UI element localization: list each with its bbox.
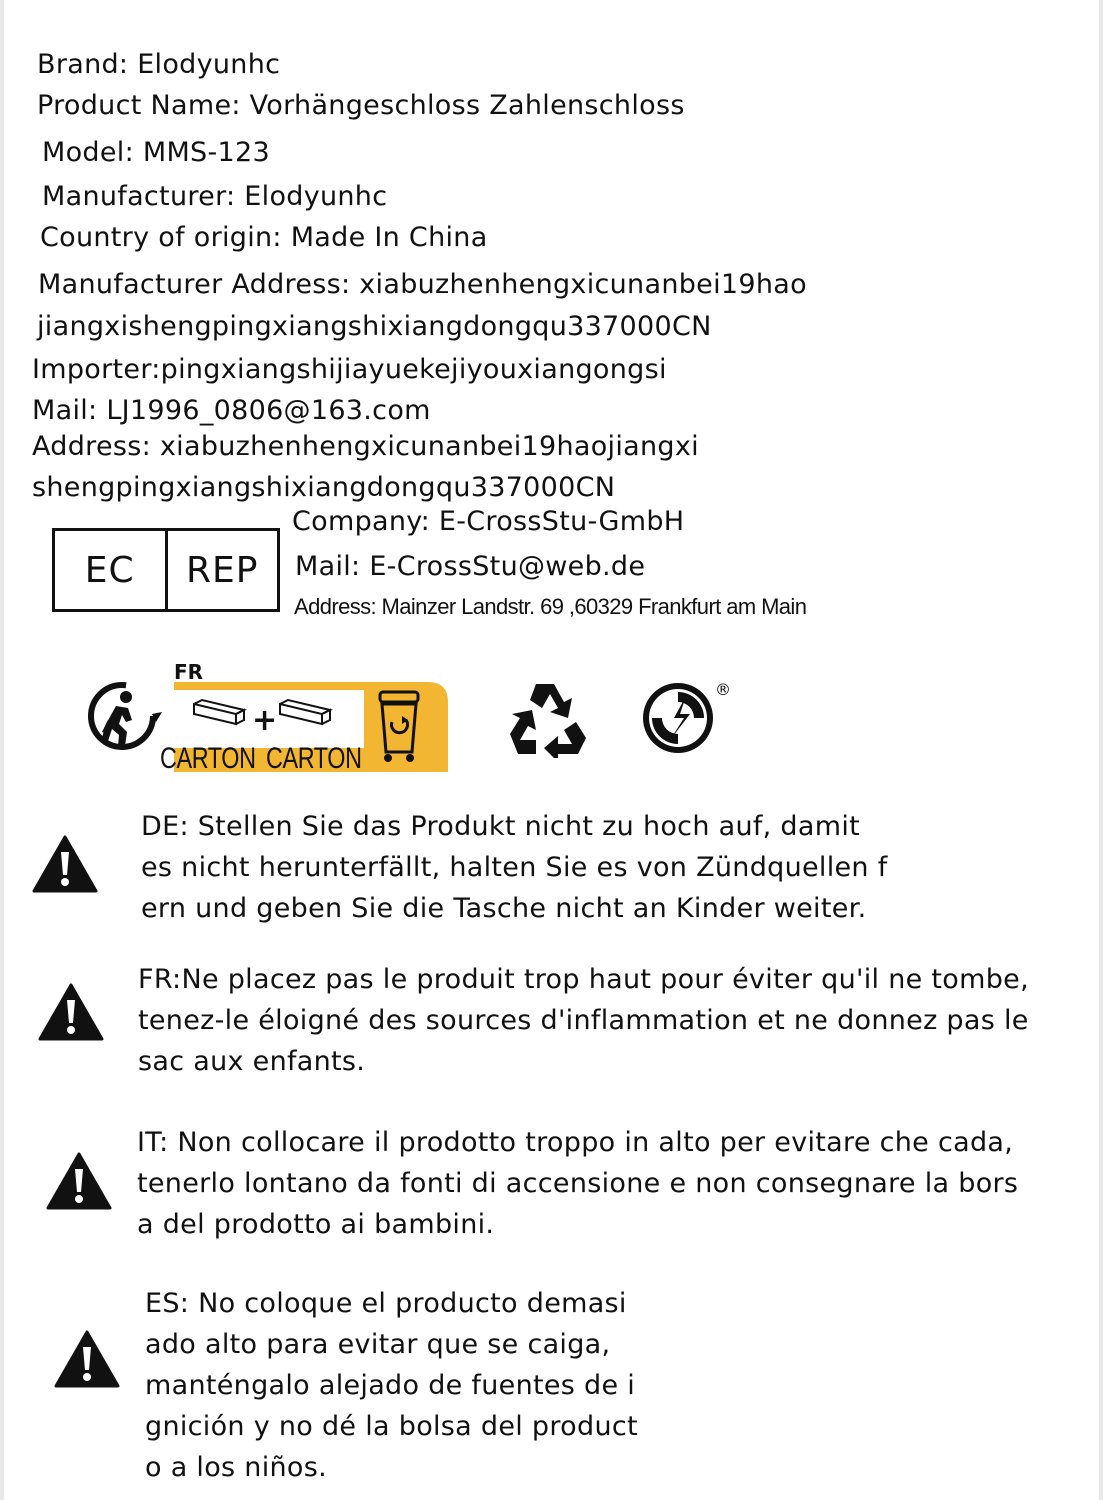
carton-label-1: CARTON	[160, 742, 256, 775]
warning-de-line: DE: Stellen Sie das Produkt nicht zu hoch auf, damit	[141, 811, 861, 842]
warning-triangle-icon	[38, 983, 104, 1041]
warning-de-line: es nicht herunterfällt, halten Sie es von Zündquellen f	[141, 852, 888, 883]
warning-triangle-icon	[32, 835, 98, 893]
brand-line: Brand: Elodyunhc	[37, 49, 281, 80]
address-line-1: Address: xiabuzhenhengxicunanbei19haojiangxi	[32, 431, 699, 462]
ec-rep-box	[52, 528, 280, 612]
ec-label: EC	[84, 549, 135, 591]
fr-label: FR	[174, 660, 204, 684]
svg-text:+: +	[252, 703, 278, 738]
green-dot-icon	[640, 680, 716, 756]
triman-icon	[86, 680, 164, 752]
mail-line: Mail: LJ1996_0806@163.com	[32, 395, 431, 426]
registered-mark: ®	[715, 680, 731, 699]
manufacturer-address-line-1: Manufacturer Address: xiabuzhenhengxicunanbei19hao	[38, 269, 807, 300]
product-name-line: Product Name: Vorhängeschloss Zahlenschloss	[37, 90, 685, 121]
warning-es-line: gnición y no dé la bolsa del product	[145, 1411, 638, 1442]
ec-rep-address: Address: Mainzer Landstr. 69 ,60329 Frankfurt am Main	[294, 594, 807, 619]
warning-fr-line: tenez-le éloigné des sources d'inflammation et ne donnez pas le	[138, 1005, 1029, 1036]
warning-fr-line: sac aux enfants.	[138, 1046, 366, 1077]
rep-label: REP	[165, 531, 278, 609]
warning-es-line: ado alto para evitar que se caiga,	[145, 1329, 611, 1360]
warning-es-line: manténgalo alejado de fuentes de i	[145, 1370, 636, 1401]
warning-it-line: IT: Non collocare il prodotto troppo in alto per evitare che cada,	[137, 1127, 1014, 1158]
address-line-2: shengpingxiangshixiangdongqu337000CN	[32, 472, 616, 503]
manufacturer-line: Manufacturer: Elodyunhc	[42, 181, 388, 212]
warning-triangle-icon	[46, 1152, 112, 1210]
manufacturer-address-line-2: jiangxishengpingxiangshixiangdongqu337000CN	[37, 311, 712, 342]
model-line: Model: MMS-123	[42, 137, 270, 168]
warning-it-line: a del prodotto ai bambini.	[137, 1209, 495, 1240]
ec-rep-mail: Mail: E-CrossStu@web.de	[295, 551, 646, 582]
country-line: Country of origin: Made In China	[40, 222, 488, 253]
warning-fr-line: FR:Ne placez pas le produit trop haut pour éviter qu'il ne tombe,	[138, 964, 1029, 995]
importer-line: Importer:pingxiangshijiayuekejiyouxiangongsi	[32, 354, 667, 385]
warning-triangle-icon	[54, 1330, 120, 1388]
carton-label-2: CARTON	[266, 742, 362, 775]
warning-es-line: ES: No coloque el producto demasi	[145, 1288, 627, 1319]
warning-es-line: o a los niños.	[145, 1452, 327, 1483]
warning-de-line: ern und geben Sie die Tasche nicht an Kinder weiter.	[141, 893, 867, 924]
ec-rep-company: Company: E-CrossStu-GmbH	[292, 506, 685, 537]
recycle-icon	[506, 678, 590, 758]
warning-it-line: tenerlo lontano da fonti di accensione e non consegnare la bors	[137, 1168, 1019, 1199]
